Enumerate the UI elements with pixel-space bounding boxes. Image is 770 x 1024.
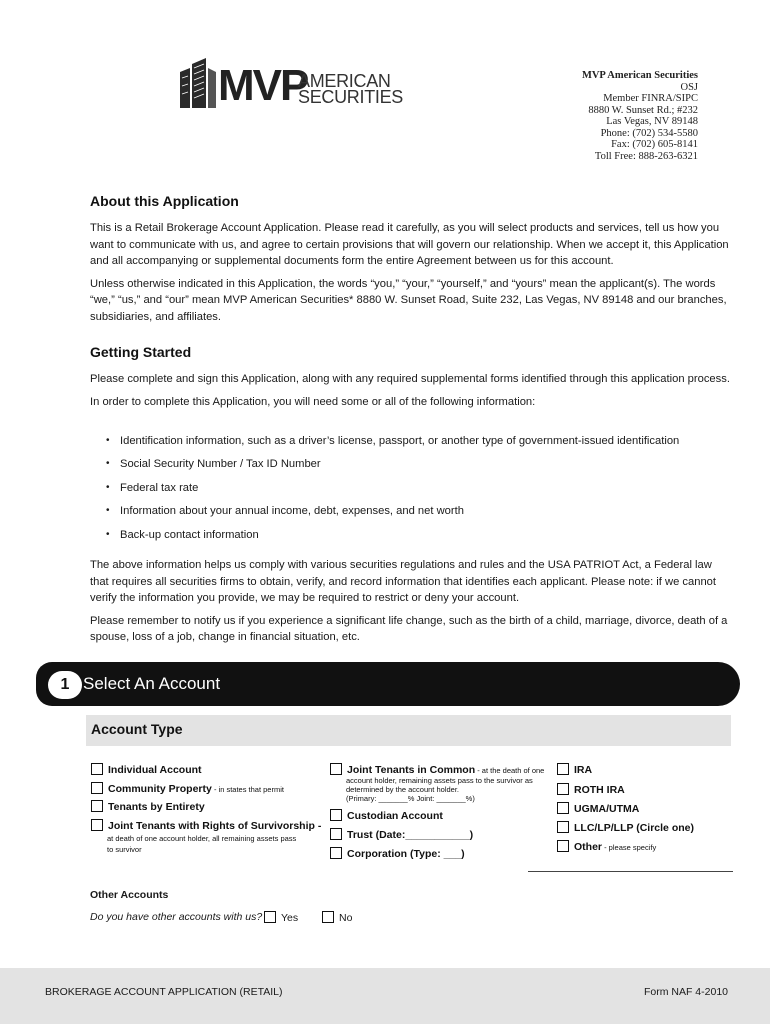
option-tenants-by-entirety bbox=[91, 800, 205, 814]
about-paragraph-1: This is a Retail Brokerage Account Application. Please read it carefully, as you will select products and services, tell us how you want to communicate with us, and agree to certain provisions that will govern our relationship. When we accept it, this Application and all accompanying or supplemental documents form the entire Agreement between us for this account. bbox=[90, 222, 729, 267]
address-member: Member FINRA/SIPC bbox=[603, 93, 698, 104]
other-checkbox[interactable] bbox=[557, 840, 569, 852]
option-llc bbox=[557, 821, 694, 835]
option-ira bbox=[557, 763, 592, 777]
option-label: Other bbox=[574, 841, 603, 853]
option-label: Tenants by Entirety bbox=[108, 801, 205, 813]
getting-started-paragraph-2: In order to complete this Application, you will need some or all of the following information: bbox=[90, 395, 536, 408]
option-jtwros bbox=[91, 819, 321, 833]
address-tollfree: Toll Free: 888-263-6321 bbox=[594, 150, 698, 162]
address-osj: OSJ bbox=[680, 81, 698, 93]
about-heading: About this Application bbox=[90, 193, 239, 209]
patriot-act-paragraph: The above information helps us comply with various securities regulations and rules and the USA PATRIOT Act, a Federal law that requires all securities firms to obtain, verify, and record information that identifies each applicant. Please note: if we cannot verify the information you provide, we may be required to restrict or deny your account. bbox=[90, 559, 716, 604]
ira-checkbox[interactable] bbox=[557, 763, 569, 775]
option-joint-tenants-in-common bbox=[330, 763, 544, 777]
address-company-name: MVP American Securities bbox=[581, 70, 698, 81]
getting-started-heading: Getting Started bbox=[90, 344, 192, 360]
section-1-header bbox=[36, 662, 740, 706]
individual-account-checkbox[interactable] bbox=[91, 763, 103, 775]
option-community-property bbox=[91, 782, 284, 796]
getting-started-notes bbox=[90, 557, 730, 652]
option-label: Custodian Account bbox=[347, 810, 443, 822]
life-change-paragraph: Please remember to notify us if you experience a significant life change, such as the birth of a child, marriage, divorce, death of a spouse, loss of a job, change in financial situation, etc. bbox=[90, 614, 728, 643]
option-label: Trust (Date:___________) bbox=[347, 829, 474, 841]
jtic-note-line-3: (Primary: _______% Joint: _______%) bbox=[346, 794, 475, 803]
footer-form-title: BROKERAGE ACCOUNT APPLICATION (RETAIL) bbox=[45, 986, 283, 998]
list-item: • Information about your annual income, debt, expenses, and net worth bbox=[106, 504, 726, 527]
option-label: ROTH IRA bbox=[574, 784, 625, 796]
option-label: Joint Tenants with Rights of Survivorship bbox=[108, 820, 315, 832]
corporation-checkbox[interactable] bbox=[330, 847, 342, 859]
getting-started-paragraph-1: Please complete and sign this Application, along with any required supplemental forms identified through this application process. bbox=[90, 373, 730, 385]
about-paragraph-2: Unless otherwise indicated in this Application, the words “you,” “your,” “yourself,” and “yours” mean the applicant(s). The words “we,” “us,” and “our” mean MVP American Securities* 8880 W. Sunset Road, Suite 232, Las Vegas, NV 89148 and our branches, subsidiaries, and affiliates. bbox=[90, 277, 727, 323]
list-item: • Federal tax rate bbox=[106, 481, 726, 504]
company-address bbox=[498, 70, 698, 162]
option-label: Community Property bbox=[108, 783, 212, 795]
logo-mvp-text: MVP bbox=[218, 61, 308, 110]
jtwros-note-line-1: at death of one account holder, all remaining assets pass bbox=[107, 834, 297, 843]
list-item: • Identification information, such as a driver’s license, passport, or another type of government-issued identification bbox=[106, 434, 726, 457]
option-label: LLC/LP/LLP (Circle one) bbox=[574, 822, 694, 834]
section-number-badge: 1 bbox=[48, 671, 82, 699]
address-street: 8880 W. Sunset Rd.; #232 bbox=[588, 104, 698, 116]
address-fax: Fax: (702) 605-8141 bbox=[611, 139, 698, 150]
getting-started-intro bbox=[90, 371, 730, 416]
ugma-utma-checkbox[interactable] bbox=[557, 802, 569, 814]
jtic-note-line-2: determined by the account holder. bbox=[346, 785, 459, 794]
address-phone: Phone: (702) 534-5580 bbox=[600, 127, 698, 139]
no-checkbox[interactable] bbox=[322, 911, 334, 923]
list-item: • Back-up contact information bbox=[106, 528, 726, 551]
option-label: Joint Tenants in Common bbox=[347, 764, 476, 776]
jtic-note-line-1: account holder, remaining assets pass to the survivor as bbox=[346, 776, 533, 785]
option-roth-ira bbox=[557, 783, 625, 797]
option-label: Corporation (Type: ___) bbox=[347, 848, 465, 860]
option-label: IRA bbox=[574, 764, 593, 776]
option-yes bbox=[264, 911, 298, 924]
option-other bbox=[557, 840, 656, 854]
community-property-checkbox[interactable] bbox=[91, 782, 103, 794]
page-footer bbox=[0, 968, 770, 1024]
account-type-header bbox=[86, 715, 731, 746]
other-specify-line[interactable] bbox=[528, 871, 733, 872]
building-logo-icon bbox=[176, 58, 220, 108]
list-item: • Social Security Number / Tax ID Number bbox=[106, 457, 726, 480]
option-individual-account bbox=[91, 763, 202, 777]
required-info-list bbox=[106, 434, 726, 551]
about-body bbox=[90, 220, 730, 331]
other-accounts-question: Do you have other accounts with us? bbox=[90, 911, 263, 923]
option-label: Yes bbox=[281, 912, 299, 924]
option-note: - please specify bbox=[602, 843, 657, 852]
option-ugma-utma bbox=[557, 802, 639, 816]
option-label: No bbox=[339, 912, 353, 924]
option-custodian-account bbox=[330, 809, 443, 823]
tenants-by-entirety-checkbox[interactable] bbox=[91, 800, 103, 812]
option-label: UGMA/UTMA bbox=[574, 803, 640, 815]
company-logo bbox=[176, 58, 404, 110]
option-label: Individual Account bbox=[108, 764, 202, 776]
jtwros-checkbox[interactable] bbox=[91, 819, 103, 831]
other-accounts-title: Other Accounts bbox=[90, 889, 169, 901]
jtic-checkbox[interactable] bbox=[330, 763, 342, 775]
option-note: - at the death of one bbox=[475, 766, 545, 775]
custodian-account-checkbox[interactable] bbox=[330, 809, 342, 821]
option-trust bbox=[330, 828, 473, 842]
logo-securities-text: SECURITIES bbox=[298, 87, 404, 107]
logo-american-text: AMERICAN bbox=[298, 71, 391, 91]
account-type-label: Account Type bbox=[91, 721, 183, 737]
llc-checkbox[interactable] bbox=[557, 821, 569, 833]
yes-checkbox[interactable] bbox=[264, 911, 276, 923]
section-title: Select An Account bbox=[83, 674, 221, 693]
trust-checkbox[interactable] bbox=[330, 828, 342, 840]
jtwros-note-line-2: to survivor bbox=[107, 845, 142, 854]
option-no bbox=[322, 911, 352, 924]
option-note: - in states that permit bbox=[211, 785, 284, 794]
footer-form-number: Form NAF 4-2010 bbox=[643, 986, 728, 998]
option-dash: - bbox=[314, 820, 322, 832]
address-city: Las Vegas, NV 89148 bbox=[606, 116, 698, 127]
roth-ira-checkbox[interactable] bbox=[557, 783, 569, 795]
option-corporation bbox=[330, 847, 465, 861]
